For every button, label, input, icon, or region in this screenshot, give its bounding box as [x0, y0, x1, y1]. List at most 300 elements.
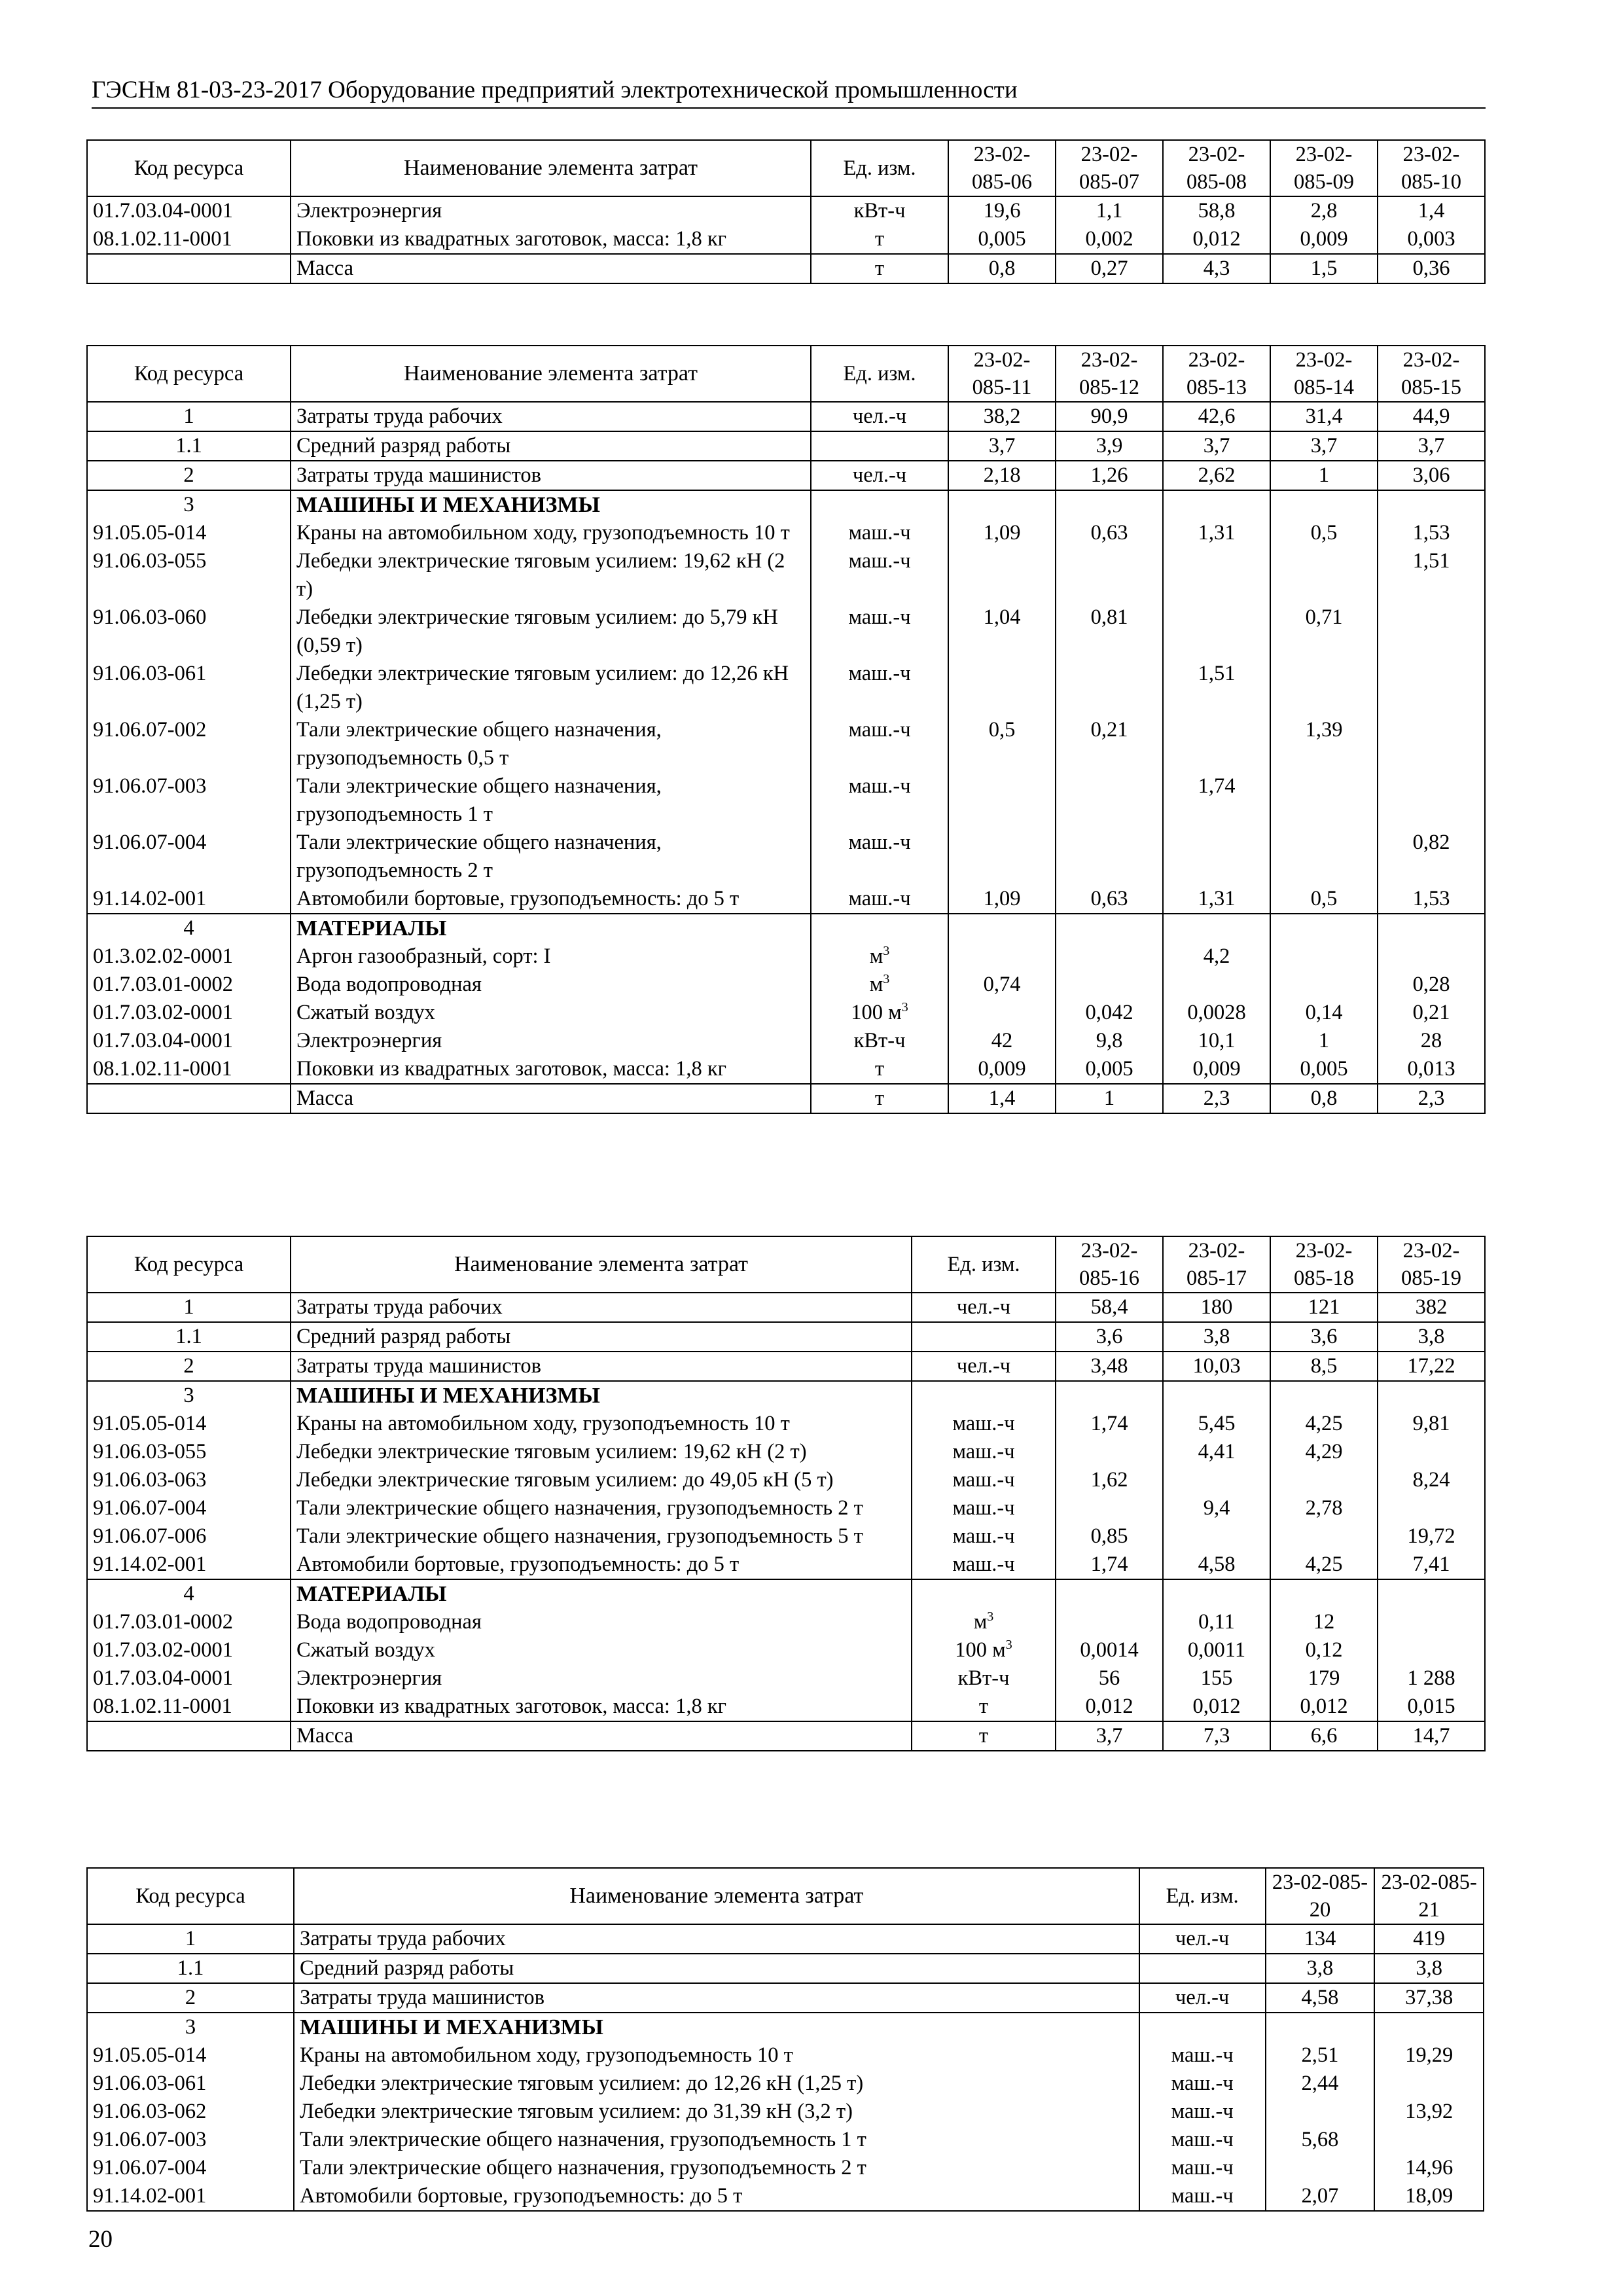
cost-element-name: Вода водопроводная	[291, 971, 811, 999]
cost-element-name: Затраты труда рабочих	[294, 1924, 1139, 1954]
table-row	[87, 1027, 1485, 1055]
cost-element-name: Поковки из квадратных заготовок, масса: 1,8 кг	[291, 225, 811, 254]
table-row	[87, 1055, 1485, 1084]
value-cell	[1163, 1579, 1270, 1608]
value-cell: 0,012	[1163, 1693, 1270, 1721]
cost-element-name: Поковки из квадратных заготовок, масса: 1,8 кг	[291, 1055, 811, 1084]
section-title: МАШИНЫ И МЕХАНИЗМЫ	[291, 490, 811, 519]
table-row	[87, 999, 1485, 1027]
resource-code: 91.14.02-001	[87, 2182, 294, 2211]
value-cell	[1163, 603, 1270, 660]
unit-text: маш.-ч	[952, 1496, 1015, 1520]
unit-text: т	[978, 1724, 989, 1748]
unit-cell	[811, 942, 948, 971]
table-row	[87, 2154, 1484, 2182]
header-code: Код ресурса	[87, 346, 291, 402]
unit-text: м	[869, 944, 883, 968]
unit-cell	[811, 461, 948, 490]
value-cell	[1378, 603, 1485, 660]
section-row	[87, 1381, 1485, 1410]
unit-text: кВт-ч	[853, 1029, 906, 1052]
header-unit: Ед. изм.	[811, 346, 948, 402]
header-norm-code: 23-02-085-21	[1374, 1868, 1484, 1924]
value-cell: 0,12	[1270, 1636, 1378, 1664]
value-cell: 1,53	[1378, 519, 1485, 547]
unit-text: т	[874, 1086, 885, 1110]
value-cell: 1,74	[1056, 1410, 1163, 1438]
table-row	[87, 1608, 1485, 1636]
resource-code: 91.06.03-060	[87, 603, 291, 660]
resource-table-3	[86, 1236, 1486, 1751]
table-row	[87, 1954, 1484, 1983]
value-cell: 19,29	[1374, 2041, 1484, 2070]
table-row	[87, 1721, 1485, 1751]
header-name: Наименование элемента затрат	[291, 140, 811, 196]
unit-text: чел.-ч	[852, 404, 907, 428]
table-header-row	[87, 140, 1485, 196]
cost-element-name: Электроэнергия	[291, 196, 811, 225]
table-row	[87, 1293, 1485, 1322]
value-cell: 1,31	[1163, 519, 1270, 547]
unit-text: маш.-ч	[848, 549, 911, 573]
value-cell: 17,22	[1378, 1352, 1485, 1381]
value-cell: 1,74	[1163, 772, 1270, 829]
value-cell: 0,002	[1056, 225, 1163, 254]
unit-cell	[912, 1438, 1056, 1466]
unit-cell	[811, 999, 948, 1027]
section-row	[87, 914, 1485, 942]
header-norm-code: 23-02-085-16	[1056, 1236, 1163, 1293]
value-cell	[1056, 547, 1163, 603]
cost-element-name: Лебедки электрические тяговым усилием: до 12,26 кН (1,25 т)	[294, 2070, 1139, 2098]
value-cell: 0,015	[1378, 1693, 1485, 1721]
cost-element-name: Тали электрические общего назначения, грузоподъемность 5 т	[291, 1522, 912, 1551]
value-cell	[1056, 1381, 1163, 1410]
unit-text: маш.-ч	[1171, 2100, 1234, 2123]
value-cell: 28	[1378, 1027, 1485, 1055]
value-cell: 3,06	[1378, 461, 1485, 490]
value-cell	[1056, 971, 1163, 999]
unit-text: 100 м	[955, 1638, 1006, 1662]
header-code: Код ресурса	[87, 1868, 294, 1924]
section-row	[87, 490, 1485, 519]
value-cell: 0,14	[1270, 999, 1378, 1027]
value-cell: 4,58	[1266, 1983, 1375, 2013]
cost-element-name: Затраты труда машинистов	[291, 461, 811, 490]
table-row	[87, 1636, 1485, 1664]
unit-cell	[1139, 1983, 1266, 2013]
value-cell: 1,74	[1056, 1551, 1163, 1579]
value-cell: 2,18	[948, 461, 1056, 490]
value-cell: 1,4	[1378, 196, 1485, 225]
value-cell: 2,62	[1163, 461, 1270, 490]
unit-text: кВт-ч	[957, 1666, 1010, 1690]
resource-code	[87, 254, 291, 283]
value-cell	[1163, 1381, 1270, 1410]
header-norm-code: 23-02-085-06	[948, 140, 1056, 196]
resource-code: 01.7.03.04-0001	[87, 196, 291, 225]
value-cell: 13,92	[1374, 2098, 1484, 2126]
value-cell: 0,5	[948, 716, 1056, 772]
resource-code: 01.7.03.02-0001	[87, 1636, 291, 1664]
value-cell	[1270, 829, 1378, 885]
value-cell: 0,009	[1163, 1055, 1270, 1084]
value-cell: 0,71	[1270, 603, 1378, 660]
resource-code: 91.05.05-014	[87, 519, 291, 547]
table-row	[87, 431, 1485, 461]
value-cell: 1,53	[1378, 885, 1485, 914]
value-cell: 2,44	[1266, 2070, 1375, 2098]
resource-code: 01.7.03.04-0001	[87, 1664, 291, 1693]
value-cell	[948, 660, 1056, 716]
table-row	[87, 603, 1485, 660]
resource-code: 2	[87, 461, 291, 490]
unit-cell	[1139, 2182, 1266, 2211]
value-cell: 56	[1056, 1664, 1163, 1693]
value-cell	[948, 999, 1056, 1027]
value-cell: 2,78	[1270, 1494, 1378, 1522]
cost-element-name: Тали электрические общего назначения, грузоподъемность 1 т	[294, 2126, 1139, 2154]
table-row	[87, 1438, 1485, 1466]
table-row	[87, 1352, 1485, 1381]
unit-cell	[811, 519, 948, 547]
unit-cell	[912, 1551, 1056, 1579]
unit-cell	[811, 772, 948, 829]
section-title: МАШИНЫ И МЕХАНИЗМЫ	[294, 2013, 1139, 2041]
cost-element-name: Краны на автомобильном ходу, грузоподъемность 10 т	[294, 2041, 1139, 2070]
unit-text: маш.-ч	[952, 1468, 1015, 1492]
value-cell	[1163, 914, 1270, 942]
value-cell: 90,9	[1056, 402, 1163, 431]
unit-exponent: 3	[883, 944, 890, 959]
table-row	[87, 2126, 1484, 2154]
value-cell	[1056, 660, 1163, 716]
cost-element-name: Лебедки электрические тяговым усилием: до 31,39 кН (3,2 т)	[294, 2098, 1139, 2126]
resource-table-2	[86, 345, 1486, 1114]
value-cell	[1056, 829, 1163, 885]
value-cell: 3,7	[1056, 1721, 1163, 1751]
page-number: 20	[88, 2226, 113, 2253]
value-cell	[1266, 2013, 1375, 2041]
value-cell: 0,0014	[1056, 1636, 1163, 1664]
header-name: Наименование элемента затрат	[294, 1868, 1139, 1924]
value-cell	[1378, 490, 1485, 519]
value-cell: 3,8	[1378, 1322, 1485, 1352]
value-cell	[1270, 1579, 1378, 1608]
header-name: Наименование элемента затрат	[291, 1236, 912, 1293]
header-unit: Ед. изм.	[912, 1236, 1056, 1293]
unit-cell	[811, 1027, 948, 1055]
value-cell: 2,8	[1270, 196, 1378, 225]
value-cell: 14,7	[1378, 1721, 1485, 1751]
resource-code: 91.06.03-061	[87, 660, 291, 716]
value-cell: 0,009	[1270, 225, 1378, 254]
value-cell: 4,2	[1163, 942, 1270, 971]
table-header-row	[87, 1236, 1485, 1293]
cost-element-name: Электроэнергия	[291, 1027, 811, 1055]
resource-code: 01.7.03.01-0002	[87, 1608, 291, 1636]
cost-element-name: Поковки из квадратных заготовок, масса: 1,8 кг	[291, 1693, 912, 1721]
unit-cell	[912, 1664, 1056, 1693]
value-cell: 121	[1270, 1293, 1378, 1322]
unit-cell	[811, 490, 948, 519]
unit-cell	[912, 1721, 1056, 1751]
header-norm-code: 23-02-085-11	[948, 346, 1056, 402]
value-cell	[1270, 772, 1378, 829]
value-cell: 7,41	[1378, 1551, 1485, 1579]
unit-cell	[811, 1084, 948, 1113]
resource-code: 08.1.02.11-0001	[87, 1693, 291, 1721]
unit-exponent: 3	[987, 1609, 994, 1624]
resource-code: 1	[87, 402, 291, 431]
unit-cell	[1139, 2013, 1266, 2041]
value-cell	[1266, 2098, 1375, 2126]
value-cell	[1378, 1608, 1485, 1636]
cost-element-name: Автомобили бортовые, грузоподъемность: до 5 т	[291, 885, 811, 914]
resource-code: 3	[87, 1381, 291, 1410]
cost-element-name: Лебедки электрические тяговым усилием: до 12,26 кН (1,25 т)	[291, 660, 811, 716]
resource-code: 91.05.05-014	[87, 1410, 291, 1438]
value-cell	[1270, 547, 1378, 603]
value-cell: 5,45	[1163, 1410, 1270, 1438]
table-row	[87, 829, 1485, 885]
unit-cell	[912, 1381, 1056, 1410]
unit-cell	[1139, 2070, 1266, 2098]
resource-code: 91.06.03-062	[87, 2098, 294, 2126]
table-row	[87, 196, 1485, 225]
value-cell	[1270, 660, 1378, 716]
table-row	[87, 1466, 1485, 1494]
header-norm-code: 23-02-085-12	[1056, 346, 1163, 402]
value-cell: 134	[1266, 1924, 1375, 1954]
unit-cell	[811, 431, 948, 461]
cost-element-name: Лебедки электрические тяговым усилием: до 5,79 кН (0,59 т)	[291, 603, 811, 660]
header-norm-code: 23-02-085-17	[1163, 1236, 1270, 1293]
value-cell: 180	[1163, 1293, 1270, 1322]
unit-text: маш.-ч	[848, 662, 911, 685]
unit-cell	[912, 1693, 1056, 1721]
unit-text: 100 м	[851, 1001, 902, 1024]
cost-element-name: Затраты труда машинистов	[294, 1983, 1139, 2013]
value-cell	[1378, 942, 1485, 971]
value-cell: 0,8	[1270, 1084, 1378, 1113]
value-cell: 3,9	[1056, 431, 1163, 461]
value-cell: 1,39	[1270, 716, 1378, 772]
header-norm-code: 23-02-085-10	[1378, 140, 1485, 196]
value-cell: 2,3	[1378, 1084, 1485, 1113]
cost-element-name: Тали электрические общего назначения, грузоподъемность 1 т	[291, 772, 811, 829]
value-cell: 3,7	[948, 431, 1056, 461]
value-cell	[1163, 971, 1270, 999]
value-cell: 3,7	[1163, 431, 1270, 461]
value-cell: 0,012	[1163, 225, 1270, 254]
unit-text: маш.-ч	[848, 774, 911, 798]
resource-code: 91.06.07-004	[87, 2154, 294, 2182]
unit-cell	[811, 254, 948, 283]
header-norm-code: 23-02-085-15	[1378, 346, 1485, 402]
unit-cell	[811, 402, 948, 431]
unit-cell	[912, 1352, 1056, 1381]
table-row	[87, 885, 1485, 914]
value-cell: 1,62	[1056, 1466, 1163, 1494]
unit-text: маш.-ч	[1171, 2184, 1234, 2208]
cost-element-name: Лебедки электрические тяговым усилием: 19,62 кН (2 т)	[291, 547, 811, 603]
resource-code: 01.7.03.02-0001	[87, 999, 291, 1027]
value-cell: 4,29	[1270, 1438, 1378, 1466]
value-cell: 3,7	[1378, 431, 1485, 461]
page-header: ГЭСНм 81-03-23-2017 Оборудование предприятий электротехнической промышленности	[92, 77, 1486, 109]
cost-element-name: Аргон газообразный, сорт: I	[291, 942, 811, 971]
value-cell: 0,81	[1056, 603, 1163, 660]
unit-text: чел.-ч	[852, 463, 907, 487]
unit-text: т	[978, 1695, 989, 1718]
table-row	[87, 1522, 1485, 1551]
unit-exponent: 3	[901, 1000, 908, 1015]
value-cell: 0,005	[1270, 1055, 1378, 1084]
unit-text: маш.-ч	[848, 521, 911, 545]
unit-exponent: 3	[1005, 1638, 1012, 1653]
value-cell	[1056, 942, 1163, 971]
value-cell: 0,012	[1056, 1693, 1163, 1721]
table-row	[87, 402, 1485, 431]
value-cell: 58,8	[1163, 196, 1270, 225]
cost-element-name: Тали электрические общего назначения, грузоподъемность 0,5 т	[291, 716, 811, 772]
value-cell: 0,11	[1163, 1608, 1270, 1636]
unit-cell	[912, 1322, 1056, 1352]
resource-table-1	[86, 139, 1486, 284]
value-cell	[1378, 716, 1485, 772]
value-cell	[1056, 490, 1163, 519]
header-norm-code: 23-02-085-20	[1266, 1868, 1375, 1924]
value-cell	[1056, 772, 1163, 829]
cost-element-name: Электроэнергия	[291, 1664, 912, 1693]
value-cell	[1266, 2154, 1375, 2182]
value-cell: 0,5	[1270, 885, 1378, 914]
unit-cell	[1139, 2126, 1266, 2154]
unit-text: т	[874, 1057, 885, 1081]
resource-code: 3	[87, 490, 291, 519]
value-cell: 19,6	[948, 196, 1056, 225]
unit-cell	[811, 225, 948, 254]
unit-text: маш.-ч	[1171, 2043, 1234, 2067]
value-cell	[1270, 942, 1378, 971]
value-cell: 1,51	[1378, 547, 1485, 603]
value-cell	[1270, 1522, 1378, 1551]
unit-text: маш.-ч	[952, 1524, 1015, 1548]
value-cell	[1378, 1579, 1485, 1608]
cost-element-name: Сжатый воздух	[291, 1636, 912, 1664]
value-cell	[1270, 490, 1378, 519]
section-row	[87, 1579, 1485, 1608]
unit-text: маш.-ч	[952, 1412, 1015, 1435]
table-row	[87, 716, 1485, 772]
value-cell: 382	[1378, 1293, 1485, 1322]
value-cell: 419	[1374, 1924, 1484, 1954]
value-cell: 0,005	[1056, 1055, 1163, 1084]
value-cell: 1,09	[948, 885, 1056, 914]
value-cell	[1163, 1466, 1270, 1494]
value-cell	[1378, 1636, 1485, 1664]
value-cell: 0,003	[1378, 225, 1485, 254]
resource-code: 01.7.03.01-0002	[87, 971, 291, 999]
value-cell: 0,009	[948, 1055, 1056, 1084]
value-cell	[1270, 971, 1378, 999]
value-cell	[1056, 1438, 1163, 1466]
header-norm-code: 23-02-085-14	[1270, 346, 1378, 402]
resource-code	[87, 1721, 291, 1751]
value-cell: 0,5	[1270, 519, 1378, 547]
unit-text: т	[874, 257, 885, 280]
cost-element-name: Масса	[291, 1084, 811, 1113]
unit-cell	[811, 603, 948, 660]
resource-code: 3	[87, 2013, 294, 2041]
value-cell	[1056, 1579, 1163, 1608]
header-norm-code: 23-02-085-09	[1270, 140, 1378, 196]
unit-cell	[811, 547, 948, 603]
unit-cell	[912, 1636, 1056, 1664]
resource-code: 91.06.03-055	[87, 1438, 291, 1466]
table-row	[87, 2070, 1484, 2098]
value-cell: 3,6	[1270, 1322, 1378, 1352]
table-row	[87, 1322, 1485, 1352]
table-row	[87, 1983, 1484, 2013]
cost-element-name: Масса	[291, 254, 811, 283]
value-cell: 9,8	[1056, 1027, 1163, 1055]
value-cell: 4,3	[1163, 254, 1270, 283]
table-row	[87, 519, 1485, 547]
resource-code: 1	[87, 1293, 291, 1322]
resource-code: 01.7.03.04-0001	[87, 1027, 291, 1055]
resource-code: 91.14.02-001	[87, 1551, 291, 1579]
cost-element-name: Сжатый воздух	[291, 999, 811, 1027]
table-row	[87, 1693, 1485, 1721]
cost-element-name: Затраты труда рабочих	[291, 402, 811, 431]
resource-code: 91.05.05-014	[87, 2041, 294, 2070]
resource-code: 91.06.07-004	[87, 1494, 291, 1522]
value-cell: 0,27	[1056, 254, 1163, 283]
value-cell	[948, 547, 1056, 603]
value-cell: 4,25	[1270, 1551, 1378, 1579]
header-norm-code: 23-02-085-13	[1163, 346, 1270, 402]
value-cell: 4,25	[1270, 1410, 1378, 1438]
value-cell: 4,58	[1163, 1551, 1270, 1579]
value-cell	[1378, 914, 1485, 942]
unit-cell	[1139, 1924, 1266, 1954]
table-row	[87, 225, 1485, 254]
value-cell: 10,03	[1163, 1352, 1270, 1381]
value-cell: 0,013	[1378, 1055, 1485, 1084]
value-cell: 2,51	[1266, 2041, 1375, 2070]
cost-element-name: Средний разряд работы	[294, 1954, 1139, 1983]
cost-element-name: Автомобили бортовые, грузоподъемность: до 5 т	[291, 1551, 912, 1579]
table-row	[87, 461, 1485, 490]
value-cell	[1163, 1522, 1270, 1551]
value-cell: 0,042	[1056, 999, 1163, 1027]
value-cell	[1378, 1438, 1485, 1466]
value-cell: 4,41	[1163, 1438, 1270, 1466]
value-cell: 37,38	[1374, 1983, 1484, 2013]
value-cell: 6,6	[1270, 1721, 1378, 1751]
table-row	[87, 254, 1485, 283]
cost-element-name: Средний разряд работы	[291, 431, 811, 461]
cost-element-name: Автомобили бортовые, грузоподъемность: до 5 т	[294, 2182, 1139, 2211]
table-row	[87, 1084, 1485, 1113]
unit-cell	[811, 196, 948, 225]
value-cell: 3,6	[1056, 1322, 1163, 1352]
value-cell: 1,51	[1163, 660, 1270, 716]
header-name: Наименование элемента затрат	[291, 346, 811, 402]
value-cell	[1270, 914, 1378, 942]
